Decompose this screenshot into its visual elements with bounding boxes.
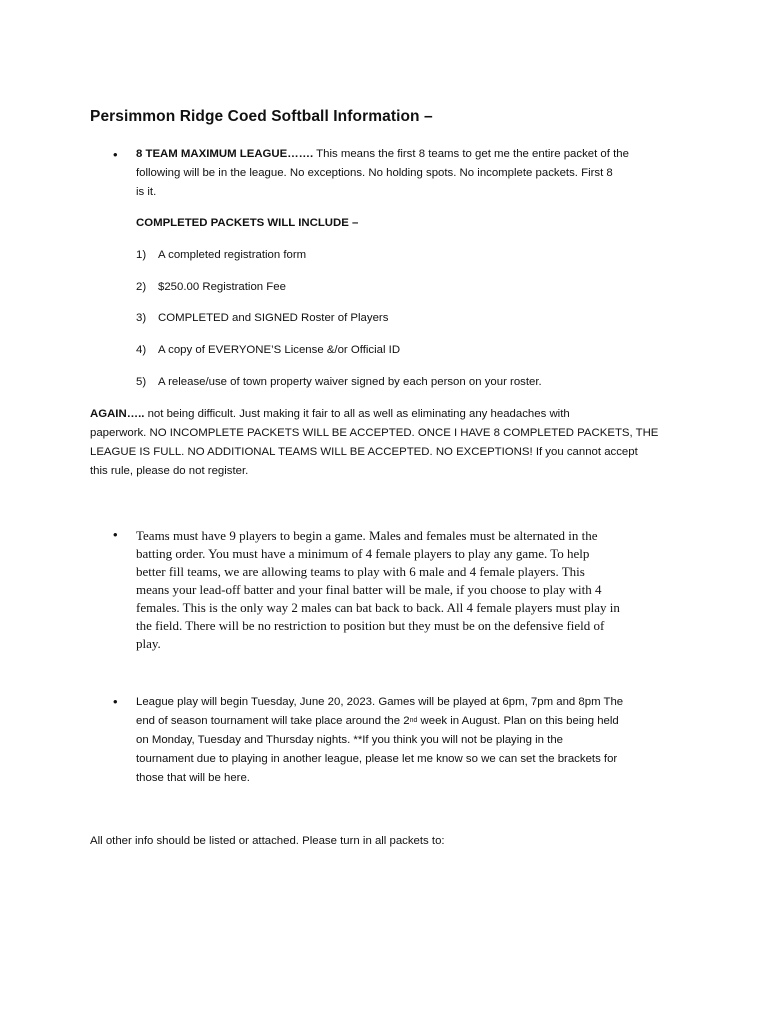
packet-item-text: A completed registration form: [158, 249, 307, 261]
bullet-icon: •: [113, 694, 118, 709]
packet-item: [136, 373, 542, 392]
schedule-line3: on Monday, Tuesday and Thursday nights. **If you think you will not be playing in the: [136, 734, 563, 746]
again-line3: LEAGUE IS FULL. NO ADDITIONAL TEAMS WILL BE ACCEPTED. NO EXCEPTIONS! If you cannot accept: [90, 446, 638, 458]
ordinal-suffix: nd: [409, 717, 418, 724]
packet-item-text: A copy of EVERYONE’S License &/or Official ID: [158, 344, 401, 356]
again-line4: this rule, please do not register.: [90, 465, 249, 477]
again-paragraph: [90, 405, 690, 481]
bullet-icon: •: [113, 147, 118, 162]
again-line2: paperwork. NO INCOMPLETE PACKETS WILL BE ACCEPTED. ONCE I HAVE 8 COMPLETED PACKETS, THE: [90, 427, 659, 439]
players-line: the field. There will be no restriction to position but they must be on the defensive field of: [136, 618, 605, 633]
packet-item: [136, 341, 400, 360]
players-line: better fill teams, we are allowing teams to play with 6 male and 4 female players. This: [136, 564, 585, 579]
max-league-paragraph: [136, 145, 684, 202]
again-lead: AGAIN…..: [90, 408, 145, 420]
packet-item-text: A release/use of town property waiver signed by each person on your roster.: [158, 376, 542, 388]
packet-item-number: 3): [136, 312, 147, 324]
packet-item-text: COMPLETED and SIGNED Roster of Players: [158, 312, 389, 324]
players-line: Teams must have 9 players to begin a game. Males and females must be alternated in the: [136, 528, 598, 543]
max-league-line1: This means the first 8 teams to get me the entire packet of the: [313, 148, 629, 160]
players-line: batting order. You must have a minimum of 4 female players to play any game. To help: [136, 546, 590, 561]
schedule-line4: tournament due to playing in another league, please let me know so we can set the brackets for: [136, 753, 618, 765]
packet-item-number: 1): [136, 249, 147, 261]
players-line: means your lead-off batter and your final batter will be male, if you choose to play with 4: [136, 582, 602, 597]
packet-heading: COMPLETED PACKETS WILL INCLUDE –: [136, 217, 359, 229]
packet-item-number: 5): [136, 376, 147, 388]
max-league-lead: 8 TEAM MAXIMUM LEAGUE…….: [136, 148, 314, 160]
bullet-icon: •: [113, 527, 118, 542]
packet-item-number: 2): [136, 281, 147, 293]
players-paragraph: [136, 527, 681, 653]
schedule-line2-start: end of season tournament will take place around the 2: [136, 715, 410, 727]
max-league-line3: is it.: [136, 186, 157, 198]
players-line: females. This is the only way 2 males can bat back to back. All 4 female players must play in: [136, 600, 620, 615]
schedule-line5: those that will be here.: [136, 772, 250, 784]
page-title: Persimmon Ridge Coed Softball Information –: [90, 108, 433, 125]
closing-line: All other info should be listed or attached. Please turn in all packets to:: [90, 835, 445, 847]
max-league-line2: following will be in the league. No exceptions. No holding spots. No incomplete packets. First 8: [136, 167, 613, 179]
schedule-line2-end: week in August. Plan on this being held: [417, 715, 619, 727]
schedule-line1: League play will begin Tuesday, June 20, 2023. Games will be played at 6pm, 7pm and 8pm The: [136, 696, 624, 708]
packet-item: [136, 309, 388, 328]
packet-item-text: $250.00 Registration Fee: [158, 281, 286, 293]
players-line: play.: [136, 636, 161, 651]
packet-item: [136, 246, 306, 265]
packet-item: [136, 278, 286, 297]
again-line1: not being difficult. Just making it fair to all as well as eliminating any headaches with: [144, 408, 570, 420]
schedule-paragraph: [136, 693, 684, 788]
packet-item-number: 4): [136, 344, 147, 356]
